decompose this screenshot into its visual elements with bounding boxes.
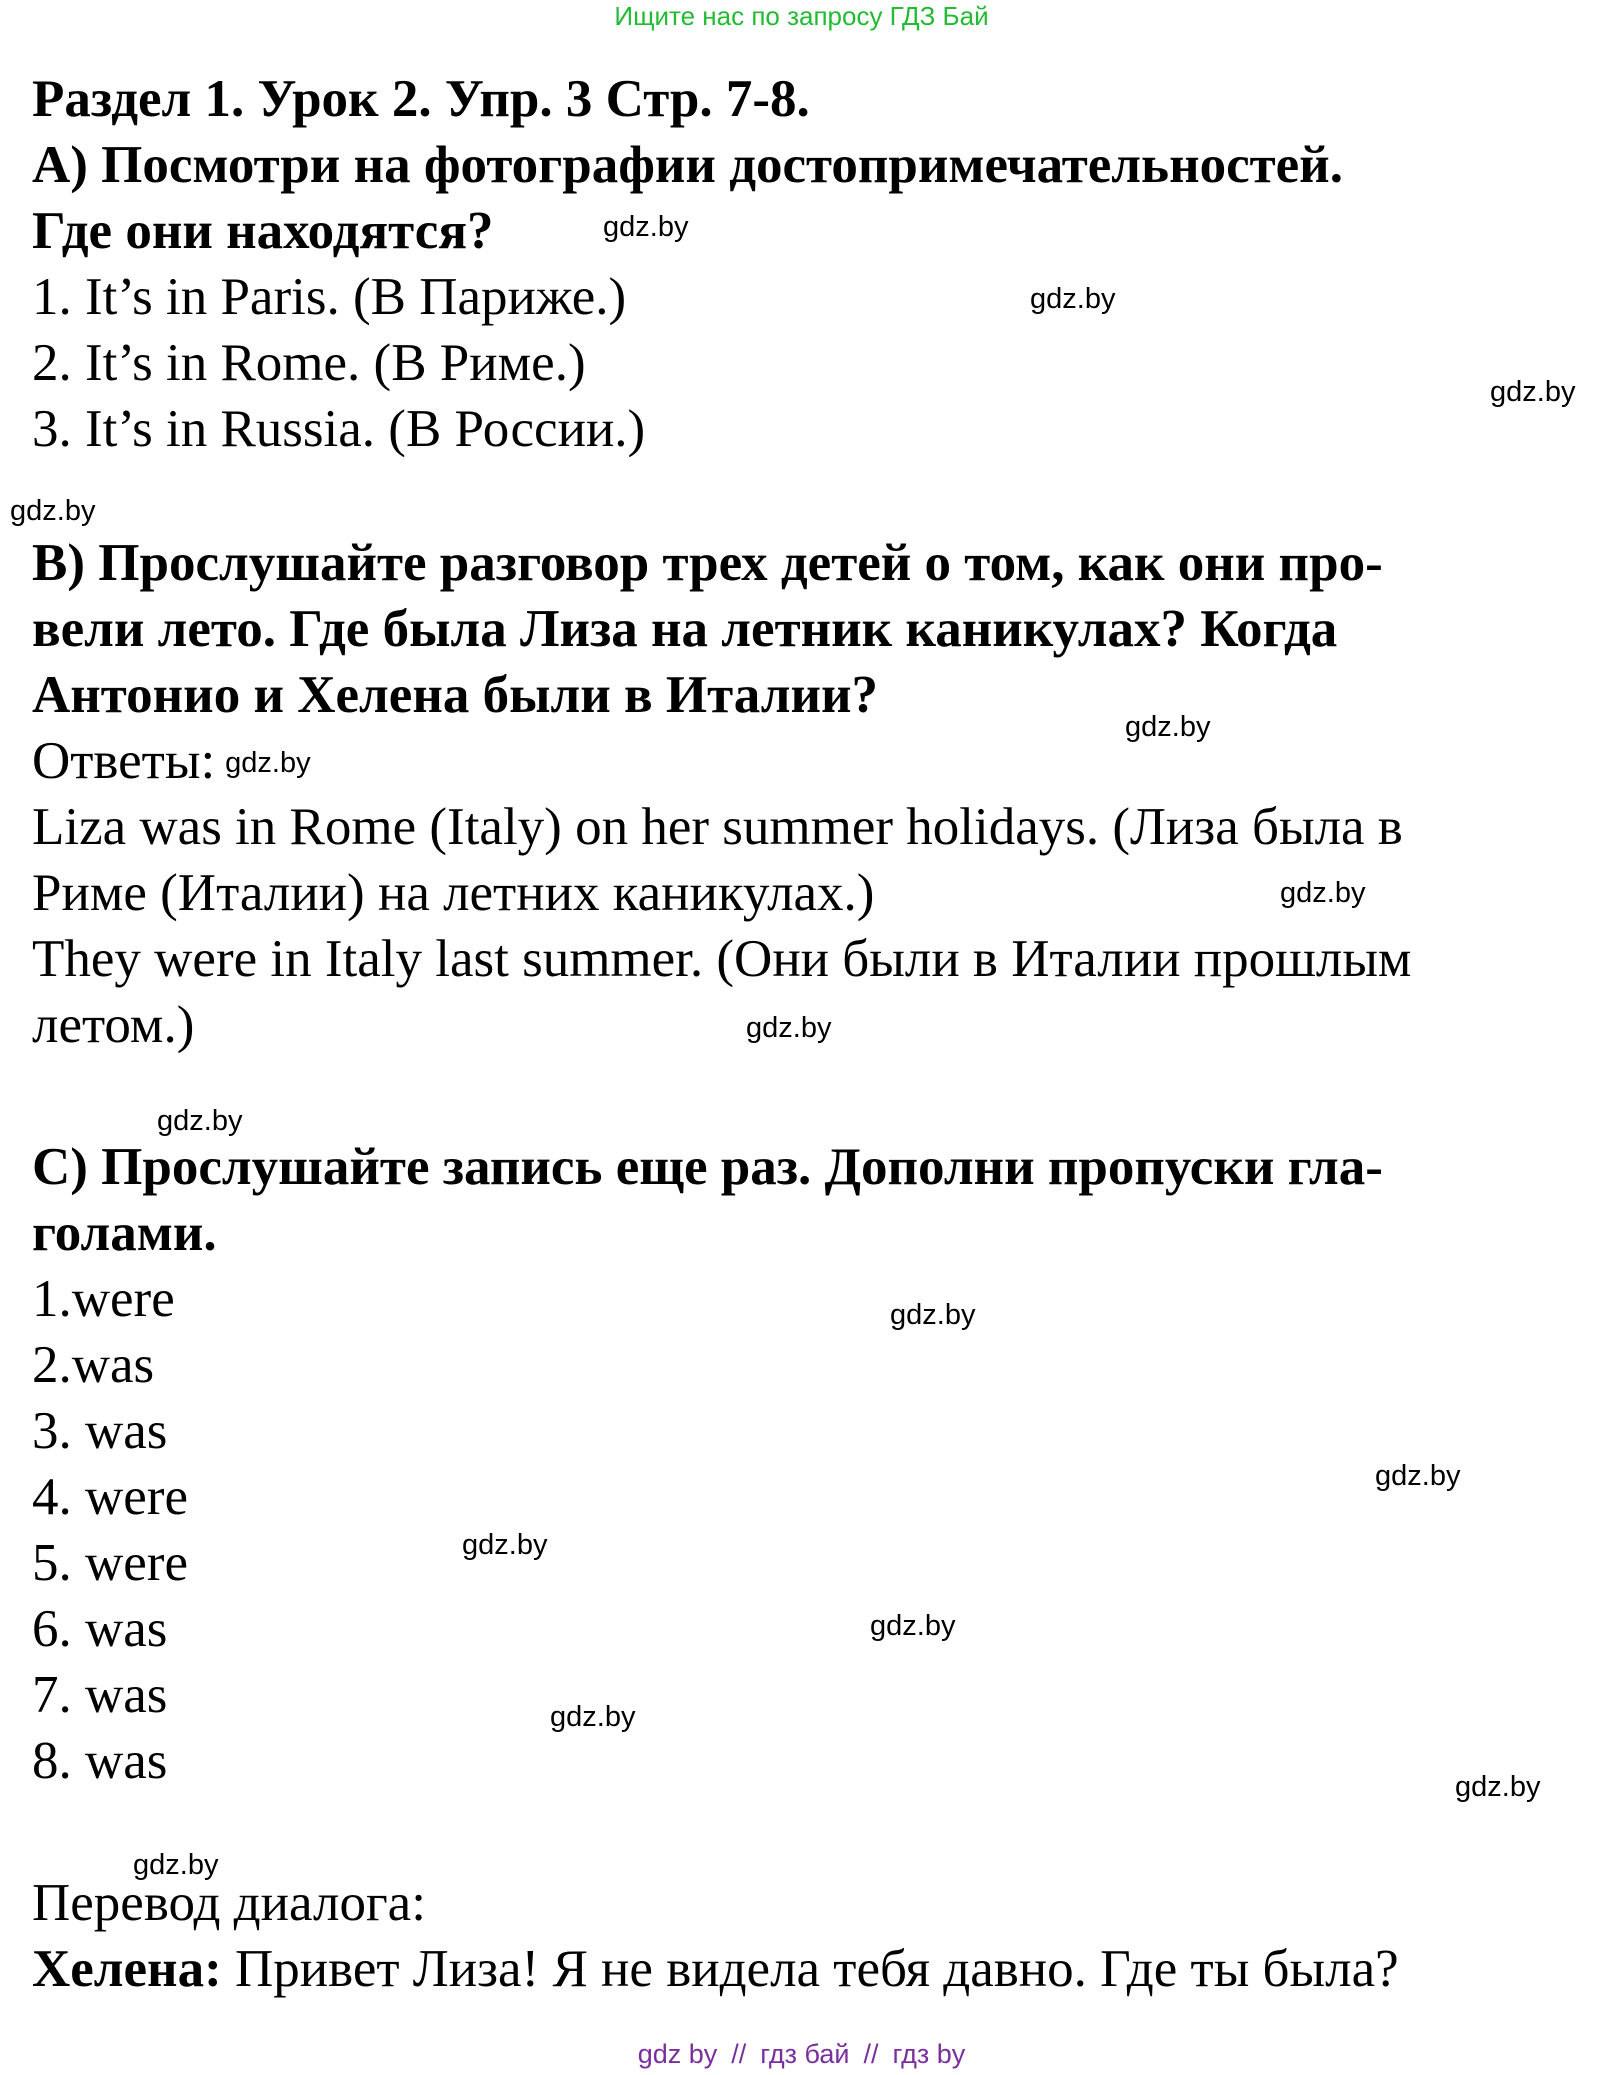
answers-label: Ответы: bbox=[32, 732, 216, 790]
footer bbox=[0, 2038, 1603, 2070]
footer-part-1: gdz by bbox=[637, 2039, 718, 2069]
watermark-text: gdz.by bbox=[870, 1610, 956, 1642]
watermark-text: gdz.by bbox=[1490, 376, 1576, 408]
section-b-heading-line3: Антонио и Хелена были в Италии? bbox=[32, 666, 879, 724]
section-c-heading-line2: голами. bbox=[32, 1204, 217, 1262]
watermark-text: gdz.by bbox=[890, 1299, 976, 1331]
section-c-answer-5: 5. were bbox=[32, 1534, 188, 1592]
watermark-text: gdz.by bbox=[1455, 1771, 1541, 1803]
watermark-text: gdz.by bbox=[1125, 711, 1211, 743]
section-a-answer-3: 3. It’s in Russia. (В России.) bbox=[32, 400, 646, 458]
section-b-answers-label-line bbox=[32, 728, 311, 796]
watermark-text: gdz.by bbox=[10, 495, 96, 527]
section-a-answer-1: 1. It’s in Paris. (В Париже.) bbox=[32, 268, 627, 326]
page-title: Раздел 1. Урок 2. Упр. 3 Стр. 7-8. bbox=[32, 70, 810, 128]
section-c-answer-6: 6. was bbox=[32, 1600, 168, 1658]
watermark-text: gdz.by bbox=[462, 1529, 548, 1561]
watermark-text: gdz.by bbox=[746, 1012, 832, 1044]
translation-text: Привет Лиза! Я не видела тебя давно. Где ты была? bbox=[221, 1940, 1399, 1998]
footer-separator: // bbox=[863, 2039, 879, 2069]
top-banner: Ищите нас по запросу ГДЗ Бай bbox=[614, 1, 989, 31]
watermark-text: gdz.by bbox=[1030, 283, 1116, 315]
watermark-text: gdz.by bbox=[133, 1849, 219, 1881]
section-b-heading-line2: вели лето. Где была Лиза на летник каникулах? Когда bbox=[32, 600, 1338, 658]
translation-line bbox=[32, 1936, 1399, 2002]
footer-part-2: гдз бай bbox=[760, 2039, 850, 2069]
section-a-heading-text: Где они находятся? bbox=[32, 202, 494, 260]
footer-part-3: гдз by bbox=[892, 2039, 966, 2069]
section-c-answer-8: 8. was bbox=[32, 1732, 168, 1790]
section-a-heading-line2 bbox=[32, 198, 494, 264]
section-b-answer-line1: Liza was in Rome (Italy) on her summer holidays. (Лиза была в bbox=[32, 798, 1403, 856]
watermark-text: gdz.by bbox=[157, 1105, 243, 1137]
section-b-answer-line3: They were in Italy last summer. (Они были в Италии прошлым bbox=[32, 930, 1412, 988]
watermark-text: gdz.by bbox=[1280, 877, 1366, 909]
watermark-text: gdz.by bbox=[1375, 1460, 1461, 1492]
watermark-text: gdz.by bbox=[550, 1701, 636, 1733]
section-a-heading-line1: А) Посмотри на фотографии достопримечательностей. bbox=[32, 136, 1343, 194]
section-c-answer-2: 2.was bbox=[32, 1336, 155, 1394]
section-c-answer-4: 4. were bbox=[32, 1468, 188, 1526]
section-a-answer-2: 2. It’s in Rome. (В Риме.) bbox=[32, 334, 586, 392]
section-b-answer-line4: летом.) bbox=[32, 996, 195, 1054]
watermark-text: gdz.by bbox=[603, 211, 689, 243]
section-c-answer-1: 1.were bbox=[32, 1270, 175, 1328]
translation-speaker: Хелена: bbox=[32, 1940, 222, 1998]
translation-label: Перевод диалога: bbox=[32, 1874, 426, 1932]
section-b-heading-line1: B) Прослушайте разговор трех детей о том, как они про- bbox=[32, 534, 1383, 592]
section-b-answer-line2: Риме (Италии) на летних каникулах.) bbox=[32, 864, 875, 922]
watermark-text: gdz.by bbox=[225, 747, 311, 779]
section-c-answer-7: 7. was bbox=[32, 1666, 168, 1724]
footer-separator: // bbox=[731, 2039, 747, 2069]
section-c-answer-3: 3. was bbox=[32, 1402, 168, 1460]
section-c-heading-line1: C) Прослушайте запись еще раз. Дополни пропуски гла- bbox=[32, 1138, 1383, 1196]
